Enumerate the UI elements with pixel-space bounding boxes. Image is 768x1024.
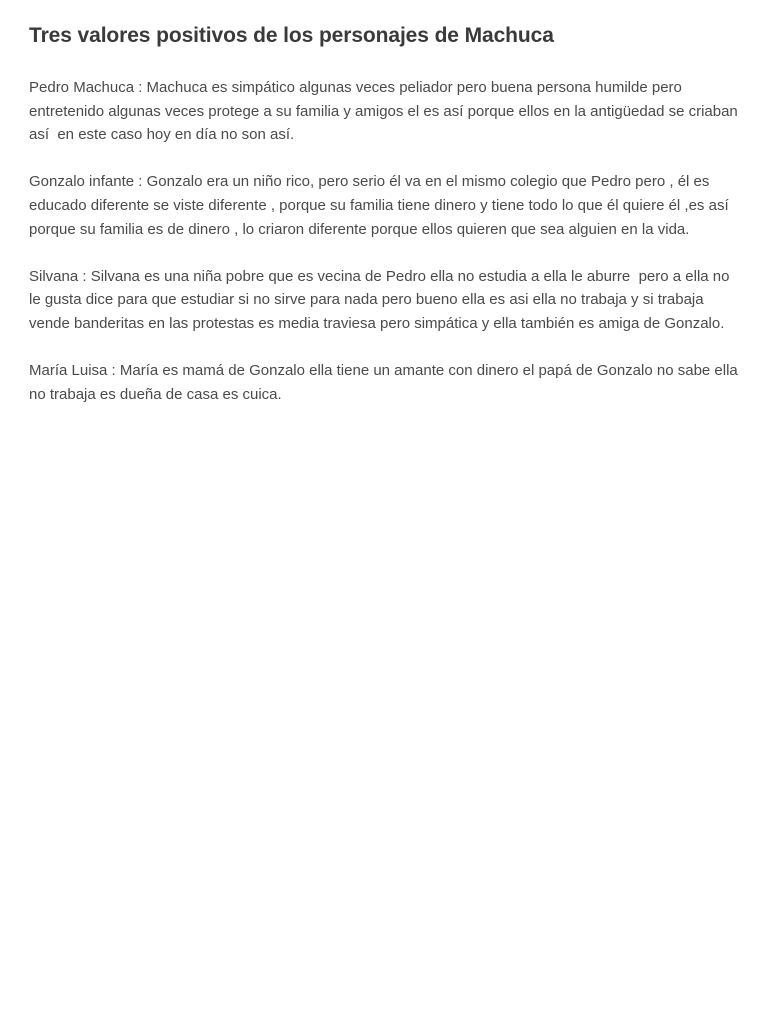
paragraph-pedro-machuca: Pedro Machuca : Machuca es simpático algunas veces peliador pero buena persona humilde pero entretenido algunas veces protege a su familia y amigos el es así porque ellos en la antigüedad se criaban así en este caso hoy en día no son así. xyxy=(29,79,742,144)
document-page xyxy=(29,22,741,406)
paragraph-gonzalo-infante: Gonzalo infante : Gonzalo era un niño rico, pero serio él va en el mismo colegio que Pedro pero , él es educado diferente se viste diferente , porque su familia tiene dinero y tiene todo lo que él quiere él ,es así porque su familia es de dinero , lo criaron diferente porque ellos quieren que sea alguien en la vida. xyxy=(29,173,737,238)
document-title: Tres valores positivos de los personajes de Machuca xyxy=(29,24,554,47)
paragraph-maria-luisa: María Luisa : María es mamá de Gonzalo ella tiene un amante con dinero el papá de Gonzalo no sabe ella no trabaja es dueña de casa es cuica. xyxy=(29,362,742,403)
paragraph-silvana: Silvana : Silvana es una niña pobre que es vecina de Pedro ella no estudia a ella le aburre pero a ella no le gusta dice para que estudiar si no sirve para nada pero bueno ella es asi ella no trabaja y si trabaja vende banderitas en las protestas es media traviesa pero simpática y ella también es amiga de Gonzalo. xyxy=(29,267,734,332)
